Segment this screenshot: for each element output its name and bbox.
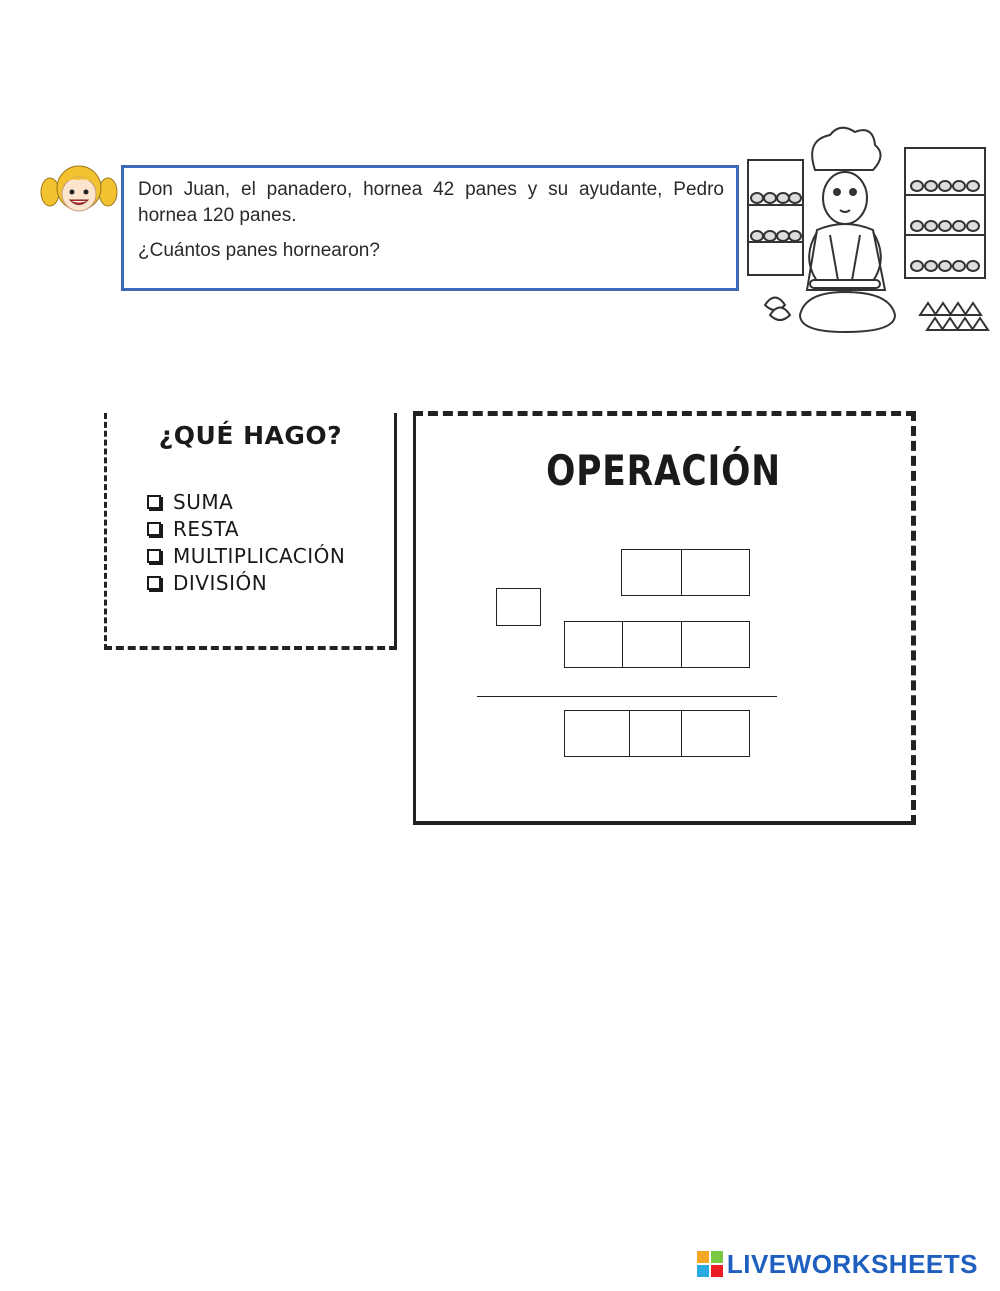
result-tens-input[interactable] [629, 710, 682, 757]
result-units-input[interactable] [681, 710, 750, 757]
operator-input[interactable] [496, 588, 541, 626]
second-number-units-input[interactable] [681, 621, 750, 668]
checkbox-icon[interactable] [147, 495, 161, 509]
liveworksheets-logo-icon [697, 1251, 723, 1277]
result-line [477, 696, 777, 697]
problem-statement: Don Juan, el panadero, hornea 42 panes y su ayudante, Pedro hornea 120 panes. [138, 179, 724, 226]
option-multiplicacion[interactable] [147, 543, 345, 569]
operacion-box [413, 411, 916, 825]
option-label: RESTA [173, 517, 240, 541]
problem-question: ¿Cuántos panes hornearon? [138, 240, 380, 261]
checkbox-icon[interactable] [147, 576, 161, 590]
option-resta[interactable] [147, 516, 239, 542]
option-label: DIVISIÓN [173, 571, 268, 595]
first-number-units-input[interactable] [681, 549, 750, 596]
option-label: MULTIPLICACIÓN [173, 544, 346, 568]
second-number-tens-input[interactable] [622, 621, 682, 668]
checkbox-icon[interactable] [147, 522, 161, 536]
que-hago-title: ¿QUÉ HAGO? [158, 421, 343, 450]
operacion-title: OPERACIÓN [546, 446, 781, 495]
first-number-tens-input[interactable] [621, 549, 682, 596]
problem-box [121, 165, 739, 291]
baker-illustration [745, 120, 990, 345]
option-division[interactable] [147, 570, 267, 596]
girl-avatar-icon [40, 158, 118, 214]
option-label: SUMA [173, 490, 234, 514]
second-number-hundreds-input[interactable] [564, 621, 623, 668]
result-hundreds-input[interactable] [564, 710, 630, 757]
brand-name: LIVEWORKSHEETS [726, 1248, 978, 1279]
checkbox-icon[interactable] [147, 549, 161, 563]
footer-brand [697, 1249, 978, 1279]
que-hago-box [104, 413, 397, 650]
option-suma[interactable] [147, 489, 233, 515]
